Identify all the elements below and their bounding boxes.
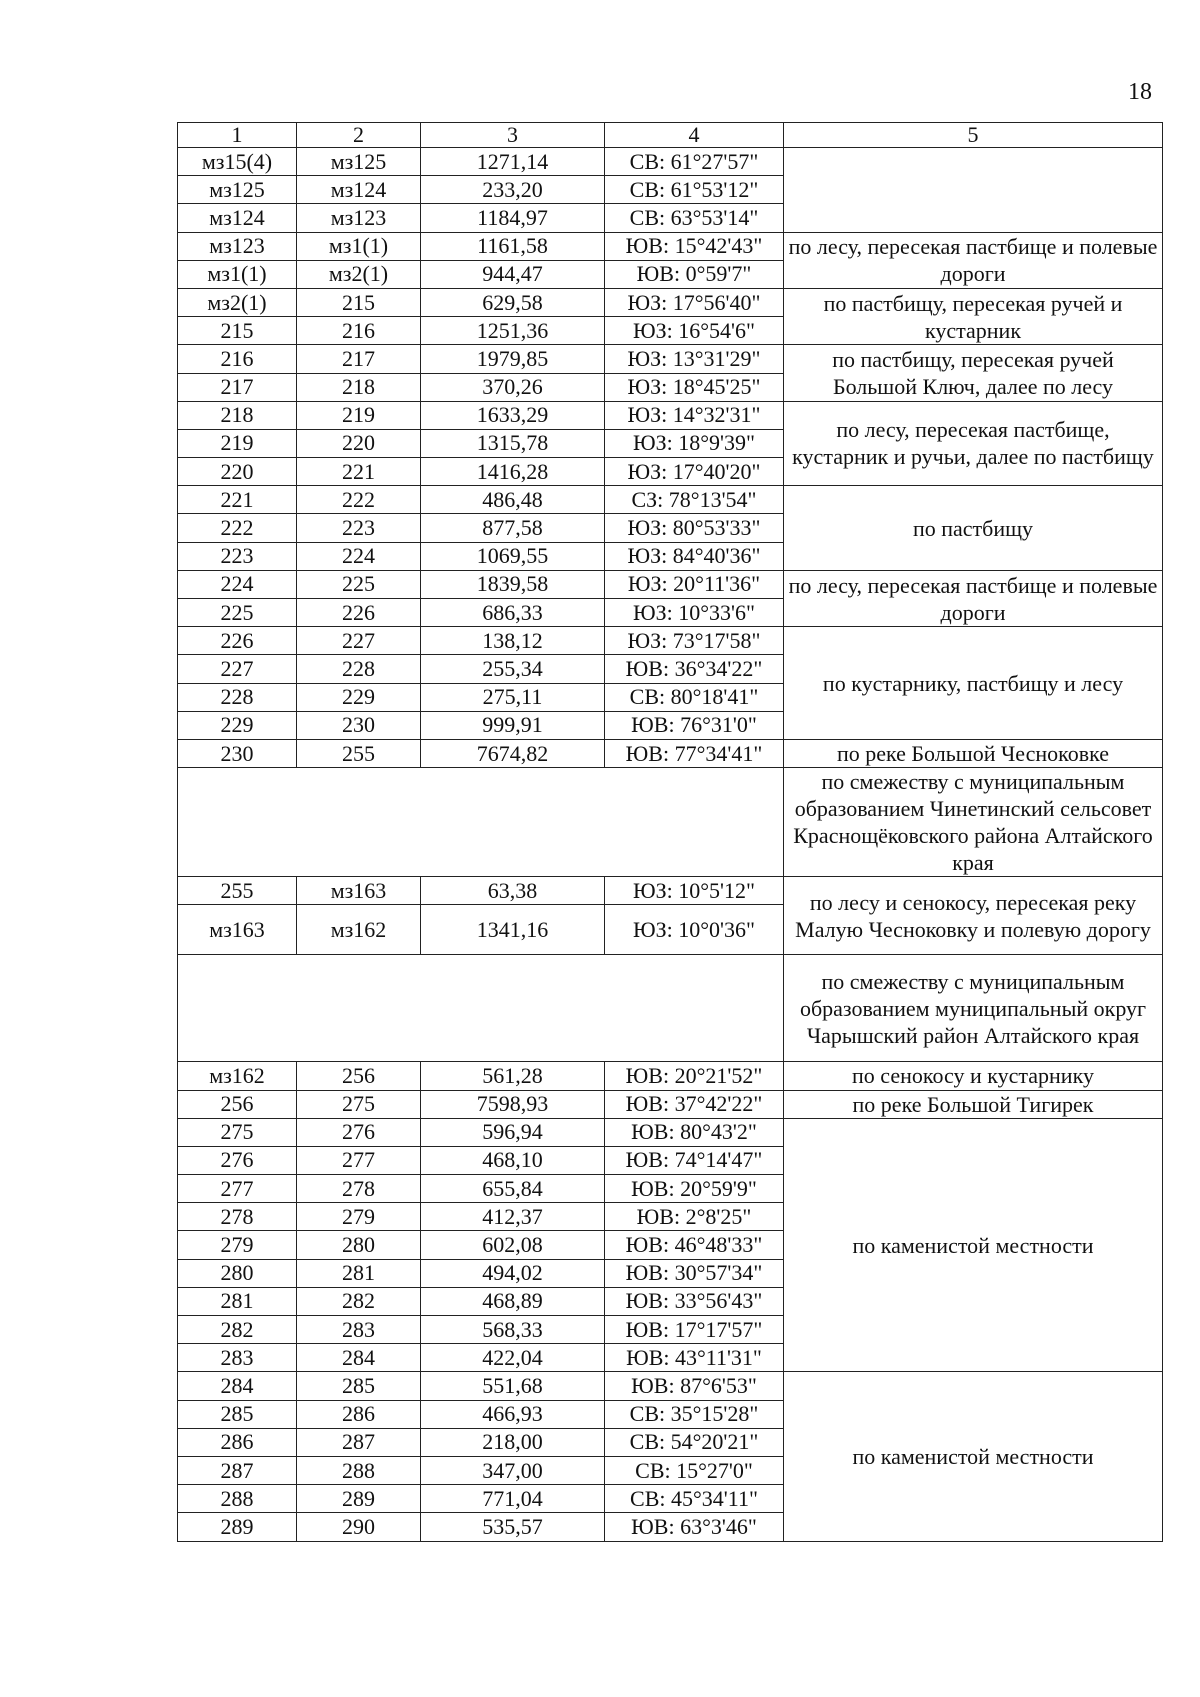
header-cell: 5 [784, 123, 1163, 148]
distance-value: 468,89 [421, 1287, 605, 1315]
point-from: мз124 [178, 204, 297, 232]
point-from: 277 [178, 1175, 297, 1203]
point-to: 281 [297, 1259, 421, 1287]
point-from: 283 [178, 1344, 297, 1372]
bearing-value: ЮВ: 43°11'31" [605, 1344, 784, 1372]
bearing-value: ЮВ: 63°3'46" [605, 1513, 784, 1541]
segment-description: по лесу и сенокосу, пересекая реку Малую Чесноковку и полевую дорогу [784, 877, 1163, 955]
segment-description [784, 148, 1163, 233]
distance-value: 771,04 [421, 1485, 605, 1513]
point-to: 228 [297, 655, 421, 683]
point-from: 286 [178, 1428, 297, 1456]
point-from: 227 [178, 655, 297, 683]
point-to: 230 [297, 711, 421, 739]
point-from: 224 [178, 570, 297, 598]
point-to: 255 [297, 739, 421, 767]
distance-value: 877,58 [421, 514, 605, 542]
bearing-value: СВ: 61°53'12" [605, 176, 784, 204]
distance-value: 7598,93 [421, 1090, 605, 1118]
distance-value: 568,33 [421, 1316, 605, 1344]
distance-value: 1271,14 [421, 148, 605, 176]
distance-value: 551,68 [421, 1372, 605, 1400]
point-from: 223 [178, 542, 297, 570]
point-from: мз123 [178, 232, 297, 260]
bearing-value: ЮЗ: 13°31'29" [605, 345, 784, 373]
distance-value: 655,84 [421, 1175, 605, 1203]
point-to: 222 [297, 486, 421, 514]
distance-value: 422,04 [421, 1344, 605, 1372]
point-to: 282 [297, 1287, 421, 1315]
distance-value: 1416,28 [421, 458, 605, 486]
point-from: 222 [178, 514, 297, 542]
point-to: 288 [297, 1456, 421, 1484]
adjacency-row [178, 768, 1163, 877]
segment-description: по сенокосу и кустарнику [784, 1062, 1163, 1090]
segment-description: по лесу, пересекая пастбище и полевые дороги [784, 232, 1163, 288]
blank-merged-cell [178, 955, 784, 1062]
blank-merged-cell [178, 768, 784, 877]
bearing-value: ЮЗ: 14°32'31" [605, 401, 784, 429]
point-from: 284 [178, 1372, 297, 1400]
distance-value: 347,00 [421, 1456, 605, 1484]
point-to: 287 [297, 1428, 421, 1456]
point-to: 219 [297, 401, 421, 429]
point-from: мз1(1) [178, 260, 297, 288]
distance-value: 233,20 [421, 176, 605, 204]
point-to: 284 [297, 1344, 421, 1372]
distance-value: 629,58 [421, 288, 605, 316]
bearing-value: ЮЗ: 10°33'6" [605, 599, 784, 627]
point-from: 288 [178, 1485, 297, 1513]
distance-value: 370,26 [421, 373, 605, 401]
distance-value: 468,10 [421, 1146, 605, 1174]
point-from: 285 [178, 1400, 297, 1428]
bearing-value: СВ: 45°34'11" [605, 1485, 784, 1513]
distance-value: 686,33 [421, 599, 605, 627]
page-number: 18 [1128, 79, 1152, 105]
point-to: 279 [297, 1203, 421, 1231]
bearing-value: СВ: 35°15'28" [605, 1400, 784, 1428]
distance-value: 1839,58 [421, 570, 605, 598]
point-to: 216 [297, 317, 421, 345]
point-from: мз162 [178, 1062, 297, 1090]
header-row [178, 123, 1163, 148]
bearing-value: СЗ: 78°13'54" [605, 486, 784, 514]
point-from: 278 [178, 1203, 297, 1231]
distance-value: 999,91 [421, 711, 605, 739]
bearing-value: ЮЗ: 84°40'36" [605, 542, 784, 570]
point-to: 285 [297, 1372, 421, 1400]
distance-value: 138,12 [421, 627, 605, 655]
distance-value: 63,38 [421, 877, 605, 905]
distance-value: 7674,82 [421, 739, 605, 767]
point-from: 276 [178, 1146, 297, 1174]
point-to: мз1(1) [297, 232, 421, 260]
point-from: мз2(1) [178, 288, 297, 316]
point-to: 218 [297, 373, 421, 401]
bearing-value: ЮВ: 17°17'57" [605, 1316, 784, 1344]
bearing-value: ЮВ: 76°31'0" [605, 711, 784, 739]
adjacency-description: по смежеству с муниципальным образованием муниципальный округ Чарышский район Алтайского края [784, 955, 1163, 1062]
bearing-value: ЮЗ: 73°17'58" [605, 627, 784, 655]
point-to: 286 [297, 1400, 421, 1428]
point-from: 215 [178, 317, 297, 345]
segment-description: по реке Большой Чесноковке [784, 739, 1163, 767]
point-to: 223 [297, 514, 421, 542]
bearing-value: ЮЗ: 10°0'36" [605, 905, 784, 955]
point-to: 220 [297, 429, 421, 457]
point-to: 225 [297, 570, 421, 598]
bearing-value: ЮВ: 77°34'41" [605, 739, 784, 767]
bearing-value: ЮВ: 37°42'22" [605, 1090, 784, 1118]
segment-description: по пастбищу [784, 486, 1163, 571]
adjacency-description: по смежеству с муниципальным образованием Чинетинский сельсовет Краснощёковского района Алтайского края [784, 768, 1163, 877]
point-from: 225 [178, 599, 297, 627]
point-from: 228 [178, 683, 297, 711]
table-row [178, 401, 1163, 429]
bearing-value: СВ: 54°20'21" [605, 1428, 784, 1456]
table-row [178, 148, 1163, 176]
bearing-value: ЮЗ: 16°54'6" [605, 317, 784, 345]
bearing-value: ЮВ: 46°48'33" [605, 1231, 784, 1259]
point-to: 283 [297, 1316, 421, 1344]
bearing-value: СВ: 61°27'57" [605, 148, 784, 176]
segment-description: по пастбищу, пересекая ручей и кустарник [784, 288, 1163, 344]
bearing-value: ЮЗ: 80°53'33" [605, 514, 784, 542]
distance-value: 494,02 [421, 1259, 605, 1287]
point-from: 282 [178, 1316, 297, 1344]
point-from: 217 [178, 373, 297, 401]
bearing-value: ЮВ: 87°6'53" [605, 1372, 784, 1400]
header-cell: 2 [297, 123, 421, 148]
bearing-value: СВ: 63°53'14" [605, 204, 784, 232]
bearing-value: ЮВ: 0°59'7" [605, 260, 784, 288]
table-row [178, 1372, 1163, 1400]
point-to: 280 [297, 1231, 421, 1259]
bearing-value: ЮЗ: 18°45'25" [605, 373, 784, 401]
bearing-value: ЮВ: 20°59'9" [605, 1175, 784, 1203]
point-from: 289 [178, 1513, 297, 1541]
segment-description: по каменистой местности [784, 1372, 1163, 1541]
bearing-value: ЮВ: 36°34'22" [605, 655, 784, 683]
bearing-value: ЮВ: 15°42'43" [605, 232, 784, 260]
point-to: мз2(1) [297, 260, 421, 288]
distance-value: 1979,85 [421, 345, 605, 373]
distance-value: 602,08 [421, 1231, 605, 1259]
point-to: мз124 [297, 176, 421, 204]
bearing-value: ЮЗ: 10°5'12" [605, 877, 784, 905]
point-from: 275 [178, 1118, 297, 1146]
header-cell: 3 [421, 123, 605, 148]
bearing-value: ЮВ: 2°8'25" [605, 1203, 784, 1231]
distance-value: 1184,97 [421, 204, 605, 232]
point-to: 224 [297, 542, 421, 570]
point-to: 226 [297, 599, 421, 627]
point-from: 218 [178, 401, 297, 429]
distance-value: 1251,36 [421, 317, 605, 345]
distance-value: 1315,78 [421, 429, 605, 457]
point-from: 279 [178, 1231, 297, 1259]
bearing-value: ЮВ: 80°43'2" [605, 1118, 784, 1146]
point-to: 215 [297, 288, 421, 316]
point-to: 276 [297, 1118, 421, 1146]
distance-value: 486,48 [421, 486, 605, 514]
distance-value: 1633,29 [421, 401, 605, 429]
segment-description: по пастбищу, пересекая ручей Большой Ключ, далее по лесу [784, 345, 1163, 401]
table-row [178, 739, 1163, 767]
point-to: 277 [297, 1146, 421, 1174]
point-from: 226 [178, 627, 297, 655]
point-from: мз15(4) [178, 148, 297, 176]
table-row [178, 627, 1163, 655]
distance-value: 944,47 [421, 260, 605, 288]
distance-value: 412,37 [421, 1203, 605, 1231]
distance-value: 561,28 [421, 1062, 605, 1090]
boundary-description-table [177, 122, 1163, 1542]
adjacency-row [178, 955, 1163, 1062]
bearing-value: ЮВ: 30°57'34" [605, 1259, 784, 1287]
point-to: мз123 [297, 204, 421, 232]
distance-value: 275,11 [421, 683, 605, 711]
bearing-value: ЮВ: 20°21'52" [605, 1062, 784, 1090]
point-from: 280 [178, 1259, 297, 1287]
point-from: 229 [178, 711, 297, 739]
segment-description: по кустарнику, пастбищу и лесу [784, 627, 1163, 740]
distance-value: 596,94 [421, 1118, 605, 1146]
point-to: 289 [297, 1485, 421, 1513]
point-to: 221 [297, 458, 421, 486]
point-from: 287 [178, 1456, 297, 1484]
table-row [178, 1062, 1163, 1090]
point-to: 290 [297, 1513, 421, 1541]
table-row [178, 1090, 1163, 1118]
table-row [178, 486, 1163, 514]
bearing-value: ЮЗ: 17°40'20" [605, 458, 784, 486]
header-cell: 4 [605, 123, 784, 148]
bearing-value: ЮЗ: 17°56'40" [605, 288, 784, 316]
distance-value: 1341,16 [421, 905, 605, 955]
segment-description: по лесу, пересекая пастбище и полевые дороги [784, 570, 1163, 626]
point-to: 229 [297, 683, 421, 711]
point-to: мз162 [297, 905, 421, 955]
point-from: 220 [178, 458, 297, 486]
point-to: 217 [297, 345, 421, 373]
table-row [178, 1118, 1163, 1146]
distance-value: 1069,55 [421, 542, 605, 570]
point-from: 281 [178, 1287, 297, 1315]
distance-value: 466,93 [421, 1400, 605, 1428]
point-to: мз125 [297, 148, 421, 176]
table-row [178, 288, 1163, 316]
point-from: 216 [178, 345, 297, 373]
bearing-value: ЮВ: 33°56'43" [605, 1287, 784, 1315]
bearing-value: СВ: 15°27'0" [605, 1456, 784, 1484]
header-cell: 1 [178, 123, 297, 148]
segment-description: по реке Большой Тигирек [784, 1090, 1163, 1118]
bearing-value: ЮЗ: 18°9'39" [605, 429, 784, 457]
point-from: 219 [178, 429, 297, 457]
table-row [178, 345, 1163, 373]
point-from: 230 [178, 739, 297, 767]
table-row [178, 232, 1163, 260]
distance-value: 1161,58 [421, 232, 605, 260]
table-row [178, 570, 1163, 598]
point-from: 221 [178, 486, 297, 514]
segment-description: по каменистой местности [784, 1118, 1163, 1372]
point-from: 256 [178, 1090, 297, 1118]
point-from: мз125 [178, 176, 297, 204]
point-to: 275 [297, 1090, 421, 1118]
distance-value: 535,57 [421, 1513, 605, 1541]
point-to: 256 [297, 1062, 421, 1090]
point-to: мз163 [297, 877, 421, 905]
segment-description: по лесу, пересекая пастбище, кустарник и ручьи, далее по пастбищу [784, 401, 1163, 486]
distance-value: 218,00 [421, 1428, 605, 1456]
bearing-value: ЮВ: 74°14'47" [605, 1146, 784, 1174]
point-from: 255 [178, 877, 297, 905]
point-to: 227 [297, 627, 421, 655]
bearing-value: СВ: 80°18'41" [605, 683, 784, 711]
distance-value: 255,34 [421, 655, 605, 683]
bearing-value: ЮЗ: 20°11'36" [605, 570, 784, 598]
point-from: мз163 [178, 905, 297, 955]
table-row [178, 877, 1163, 905]
point-to: 278 [297, 1175, 421, 1203]
